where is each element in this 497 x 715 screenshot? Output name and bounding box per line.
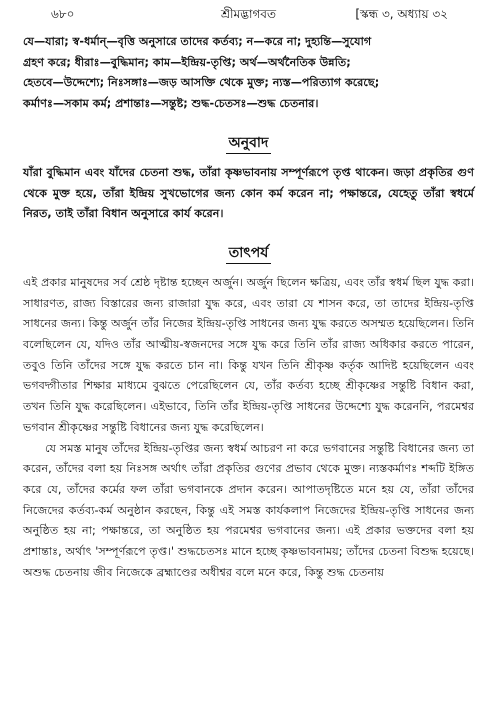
purport-paragraph: যে সমস্ত মানুষ তাঁদের ইন্দ্রিয়-তৃপ্তির জন্য স্বধর্ম আচরণ না করে ভগবানের সন্তুষ্টি বিধানের জন্য তা করেন, তাঁদের বলা হয় নিঃসঙ্গ অর্থাৎ তাঁরা প্রকৃতির গুণের প্রভাব থেকে মুক্ত। ন্যস্তকর্মাণঃ শব্দটি ইঙ্গিত করে যে, তাঁদের কর্মের ফল তাঁরা ভগবানকে প্রদান করেন। আপাতদৃষ্টিতে মনে হয় যে, তাঁরা তাঁদের নিজেদের কর্তব্য-কর্ম অনুষ্ঠান করছেন, কিন্তু এই সমস্ত কার্যকলাপ নিজেদের ইন্দ্রিয়-তৃপ্তি সাধনের জন্য অনুষ্ঠিত হয় না; পক্ষান্তরে, তা অনুষ্ঠিত হয় পরমেশ্বর ভগবানের জন্য। এই প্রকার ভক্তদের বলা হয় প্রশান্তাঃ, অর্থাৎ 'সম্পূর্ণরূপে তৃপ্ত।' শুদ্ধচেতসঃ মানে হচ্ছে কৃষ্ণভাবনাময়; তাঁদের চেতনা বিশুদ্ধ হয়েছে। অশুদ্ধ চেতনায় জীব নিজেকে ব্রহ্মাণ্ডের অধীশ্বর বলে মনে করে, কিন্তু শুদ্ধ চেতনায় <box>23 441 475 579</box>
purport-heading-text: তাৎপর্য <box>226 245 272 264</box>
page-number: ৬৮০ <box>51 7 75 21</box>
synonyms-line: গ্রহণ করে; ধীরাঃ—বুদ্ধিমান; কাম—ইন্দ্রিয়-তৃপ্তি; অর্থ—অর্থনৈতিক উন্নতি; <box>23 55 351 69</box>
chapter-reference: [স্কন্ধ ৩, অধ্যায় ৩২ <box>355 7 448 21</box>
synonyms-block <box>23 32 474 115</box>
purport-heading <box>23 241 474 265</box>
translation-text: যাঁরা বুদ্ধিমান এবং যাঁদের চেতনা শুদ্ধ, তাঁরা কৃষ্ণভাবনায় সম্পূর্ণরূপে তৃপ্ত থাকেন। জড়া প্রকৃতির গুণ থেকে মুক্ত হয়ে, তাঁরা ইন্দ্রিয় সুখভোগের জন্য কোন কর্ম করেন না; পক্ষান্তরে, যেহেতু তাঁরা স্বধর্মে নিরত, তাই তাঁরা বিধান অনুসারে কার্য করেন। <box>23 165 474 221</box>
translation-heading-text: অনুবাদ <box>226 135 272 154</box>
translation-heading <box>23 131 474 155</box>
synonyms-line: যে—যারা; স্ব-ধর্মান্—বৃত্তি অনুসারে তাদের কর্তব্য; ন—করে না; দুহ্যন্তি—সুযোগ <box>23 35 372 48</box>
page-header <box>23 0 474 28</box>
purport-paragraph: এই প্রকার মানুষদের সর্ব শ্রেষ্ঠ দৃষ্টান্ত হচ্ছেন অর্জুন। অর্জুন ছিলেন ক্ষত্রিয়, এবং তাঁর স্বধর্ম ছিল যুদ্ধ করা। সাধারণত, রাজ্য বিস্তারের জন্য রাজারা যুদ্ধ করে, এবং তারা যে শাসন করে, তা তাদের ইন্দ্রিয়-তৃপ্তি সাধনের জন্য। কিন্তু অর্জুন তাঁর নিজের ইন্দ্রিয়-তৃপ্তি সাধনের জন্য যুদ্ধ করতে অসম্মত হয়েছিলেন। তিনি বলেছিলেন যে, যদিও তাঁর আত্মীয়-স্বজনদের সঙ্গে যুদ্ধ করে তিনি তাঁর রাজ্য অধিকার করতে পারেন, তবুও তিনি তাঁদের সঙ্গে যুদ্ধ করতে চান না। কিন্তু যখন তিনি শ্রীকৃষ্ণ কর্তৃক আদিষ্ট হয়েছিলেন এবং ভগবদ্গীতার শিক্ষার মাধ্যমে বুঝতে পেরেছিলেন যে, তাঁর কর্তব্য হচ্ছে শ্রীকৃষ্ণের সন্তুষ্টি বিধান করা, তখন তিনি যুদ্ধ করেছিলেন। এইভাবে, তিনি তাঁর ইন্দ্রিয়-তৃপ্তি সাধনের উদ্দেশ্যে যুদ্ধ করেননি, পরমেশ্বর ভগবান শ্রীকৃষ্ণের সন্তুষ্টি বিধানের জন্য যুদ্ধ করেছিলেন। <box>23 275 474 434</box>
running-title: শ্রীমদ্ভাগবত <box>220 7 276 21</box>
synonyms-line: হেতবে—উদ্দেশ্যে; নিঃসঙ্গাঃ—জড় আসক্তি থেকে মুক্ত; ন্যস্ত—পরিত্যাগ করেছে; <box>23 76 380 90</box>
synonyms-line: কর্মাণঃ—সকাম কর্ম; প্রশান্তাঃ—সন্তুষ্ট; শুদ্ধ-চেতসঃ—শুদ্ধ চেতনার। <box>23 97 319 111</box>
